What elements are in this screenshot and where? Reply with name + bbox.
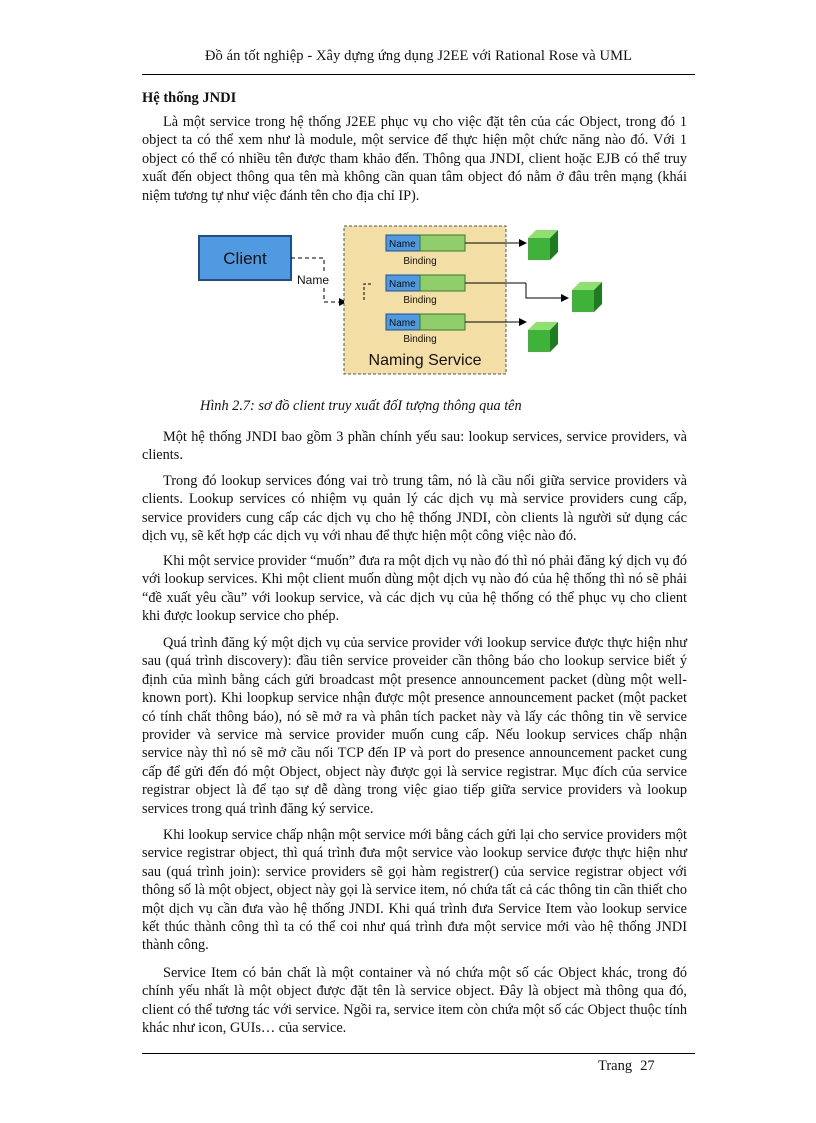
page-label: Trang [598,1058,633,1074]
paragraph-discovery [142,634,687,818]
header-divider [142,74,695,75]
binding-text-3: Binding [403,334,437,345]
name-text-1: Name [389,239,416,250]
binding-entry-3 [420,314,465,330]
intro-paragraph [142,113,687,205]
paragraph-text: Khi lookup service chấp nhận một service mới bằng cách gửi lại cho service providers một service registrar object, thì quá trình đưa một service vào lookup service được thực hiện như sau (quá trình join): service providers sẽ gọi hàm registrer() của service registrar object với thông số là một object, object này gọi là service item, nó chứa tất cả các thông tin cần thiết cho một dịch vụ cần đưa vào hệ thống JNDI. Khi quá trình đưa Service Item vào lookup service kết thúc thành công thì ta có thể coi như quá trình đưa một service mới vào hệ thống JNDI thành công. [142,827,687,954]
client-label: Client [223,249,267,268]
page-number [598,1058,663,1075]
name-text-3: Name [389,318,416,329]
paragraph-text: Quá trình đăng ký một dịch vụ của service provider với lookup service được thực hiện như sau (quá trình discovery): đầu tiên service proveider cần thông báo cho lookup service biết ý định của mình bằng cách gửi broadcast một presence announcement packet (dùng một well-known port). Khi loopkup service nhận được một presence announcement packet (một packet có tính chất thông báo), nó sẽ mở ra và phân tích packet này và lấy các thông tin về service provider và service mà service provider muốn cung cấp. Nếu lookup services chấp nhận service này thì nó sẽ mở cầu nối TCP đến IP và port do presence announcement packet cung cấp để gửi đến đó một Object, object này được gọi là service registrar. Mục đích của service registrar object là để tạo sự dễ dàng trong việc giao tiếp giữa service providers và lookup services trong quá trình đăng ký service. [142,635,687,817]
section-title: Hệ thống JNDI [142,90,237,106]
naming-service-label: Naming Service [368,352,482,369]
footer-divider [142,1053,695,1054]
binding-entry-2 [420,275,465,291]
paragraph-text: Service Item có bản chất là một container và nó chứa một số các Object khác, trong đó chính yếu nhất là một object được đặt tên là service object. Đây là object mà thông qua đó, client có thể tương tác với service. Ngồi ra, service item còn chứa một số các Object thuộc tính khác như icon, GUIs… của service. [142,965,687,1037]
paragraph-text: Khi một service provider “muốn” đưa ra một dịch vụ nào đó thì nó phải đăng ký dịch vụ đó với lookup services. Khi một client muốn dùng một dịch vụ nào đó của hệ thống thì nó sẽ phải “đề xuất yêu cầu” với lookup service, và các dịch vụ của hệ thống có thể phục vụ cho client khi được lookup service cho phép. [142,553,687,625]
object-cube-1 [528,230,558,260]
jndi-diagram [196,222,616,392]
binding-text-2: Binding [403,295,437,306]
paragraph-text: Một hệ thống JNDI bao gồm 3 phần chính yếu sau: lookup services, service providers, và clients. [142,429,687,464]
name-text-2: Name [389,279,416,290]
binding-text-1: Binding [403,256,437,267]
binding-arrow-2 [526,283,568,298]
paragraph-components [142,428,687,465]
paragraph-join [142,826,687,955]
paragraph-text: Trong đó lookup services đóng vai trò trung tâm, nó là cầu nối giữa service providers và clients. Lookup services có nhiệm vụ quản lý các dịch vụ mà service providers cung cấp, service providers cung cấp các dịch vụ cho hệ thống JNDI, còn clients là người sử dụng các dịch vụ, sẽ kết hợp các dịch vụ với nhau để thực hiện một công việc nào đó. [142,473,687,545]
name-label: Name [297,273,330,287]
page-number-value: 27 [640,1058,655,1074]
object-cube-3 [528,322,558,352]
paragraph-lookup-role [142,472,687,546]
paragraph-service-item [142,964,687,1038]
object-cube-2 [572,282,602,312]
figure-caption: Hình 2.7: sơ đồ client truy xuất đốI tượng thông qua tên [200,398,522,414]
binding-entry-1 [420,235,465,251]
page-header: Đồ án tốt nghiệp - Xây dựng ứng dụng J2EE với Rational Rose và UML [204,48,633,64]
paragraph-register [142,552,687,626]
intro-text: Là một service trong hệ thống J2EE phục vụ cho việc đặt tên của các Object, trong đó 1 object ta có thể xem như là module, một service để thực hiện một chức năng nào đó. Với 1 object có thể có nhiều tên được tham khảo đến. Thông qua JNDI, client hoặc EJB có thể truy xuất đến object thông qua tên mà không cần quan tâm object đó nằm ở đâu trên mạng (khái niệm tương tự như việc đánh tên cho địa chỉ IP). [142,114,687,204]
